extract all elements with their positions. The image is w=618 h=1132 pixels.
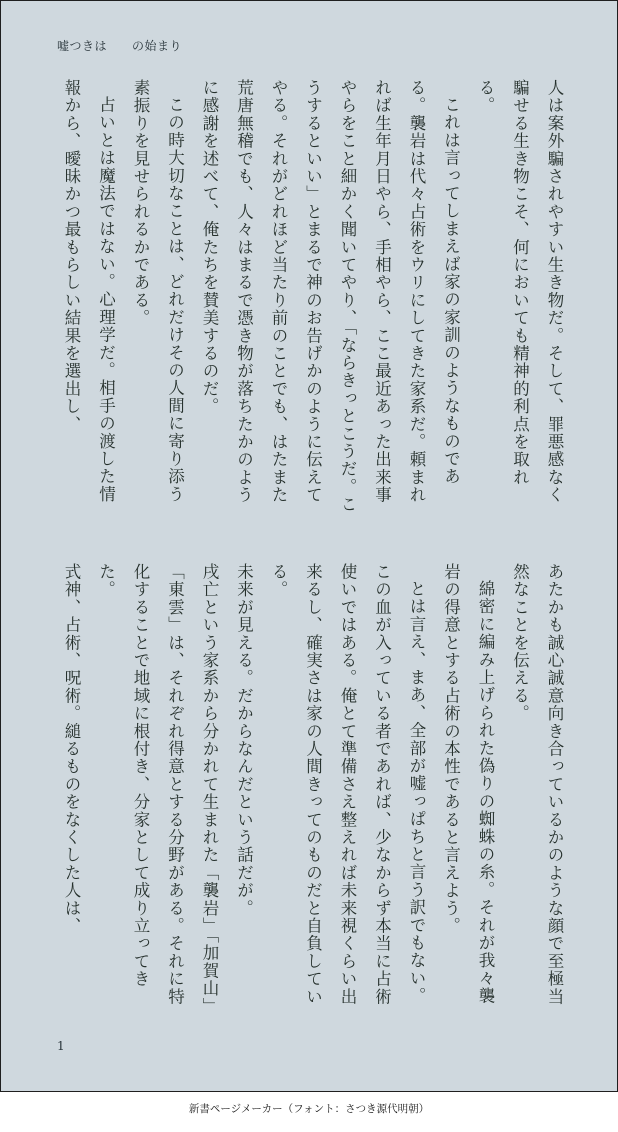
lower-vertical-text	[54, 563, 572, 1009]
paragraph: 人は案外騙されやすい生き物だ。そして、罪悪感なく騙せる生き物こそ、何においても精神的利点を取れる。	[476, 79, 564, 504]
page-number: 1	[57, 1039, 65, 1053]
paragraph: 綿密に編み上げられた偽りの蜘蛛の糸。それが我々襲岩の得意とする占術の本性であると言えよう。	[441, 563, 495, 1005]
paragraph: この時大切なことは、どれだけその人間に寄り添う素振りを見せられるかである。	[131, 79, 185, 503]
paragraph: 占いとは魔法ではない。心理学だ。相手の渡した情報から、曖昧かつ最もらしい結果を選出し、	[62, 79, 116, 503]
paragraph: 式神、占術、呪術。縋るものをなくした人は、	[62, 563, 81, 935]
upper-vertical-text	[54, 79, 572, 519]
upper-text-tier	[51, 79, 571, 519]
paragraph: 戌亡という家系から分かれて生まれた「襲岩」「加賀山」「東雲」は、それぞれ得意とする分野がある。それに特化することで地域に根付き、分家として成り立ってきた。	[96, 563, 219, 1007]
paragraph: とは言え、まあ、全部が嘘っぱちと言う訳でもない。この血が入っている者であれば、少なからず本当に占術使いではある。俺とて準備さえ整えれば未来視くらい出来るし、確実さは家の人間きってのものだと自負している。	[269, 563, 426, 1006]
paragraph: 未来が見える。だからなんだという話だが。	[234, 563, 254, 917]
paragraph: あたかも誠心誠意向き合っているかのような顔で至極当然なことを伝える。	[510, 563, 564, 1006]
footer-credit: 新書ページメーカー（フォント：さつき源代明朝）	[188, 1103, 430, 1115]
paragraph: これは言ってしまえば家の家訓のようなものである。襲岩は代々占術をウリにしてきた家系だ。頼まれれば生年月日やら、手相やら、ここ最近あった出来事やらをこと細かく聞いてやり、「ならきっとこうだ。こうするといい」とまるで神のお告げかのように伝えてやる。それがどれほど当たり前のことでも、はたまた荒唐無稽でも、人々はまるで憑き物が落ちたかのように感謝を述べて、俺たちを賛美するのだ。	[200, 79, 461, 514]
running-header-title: 嘘つきは の始まり	[57, 39, 183, 53]
lower-text-tier	[51, 563, 571, 1009]
